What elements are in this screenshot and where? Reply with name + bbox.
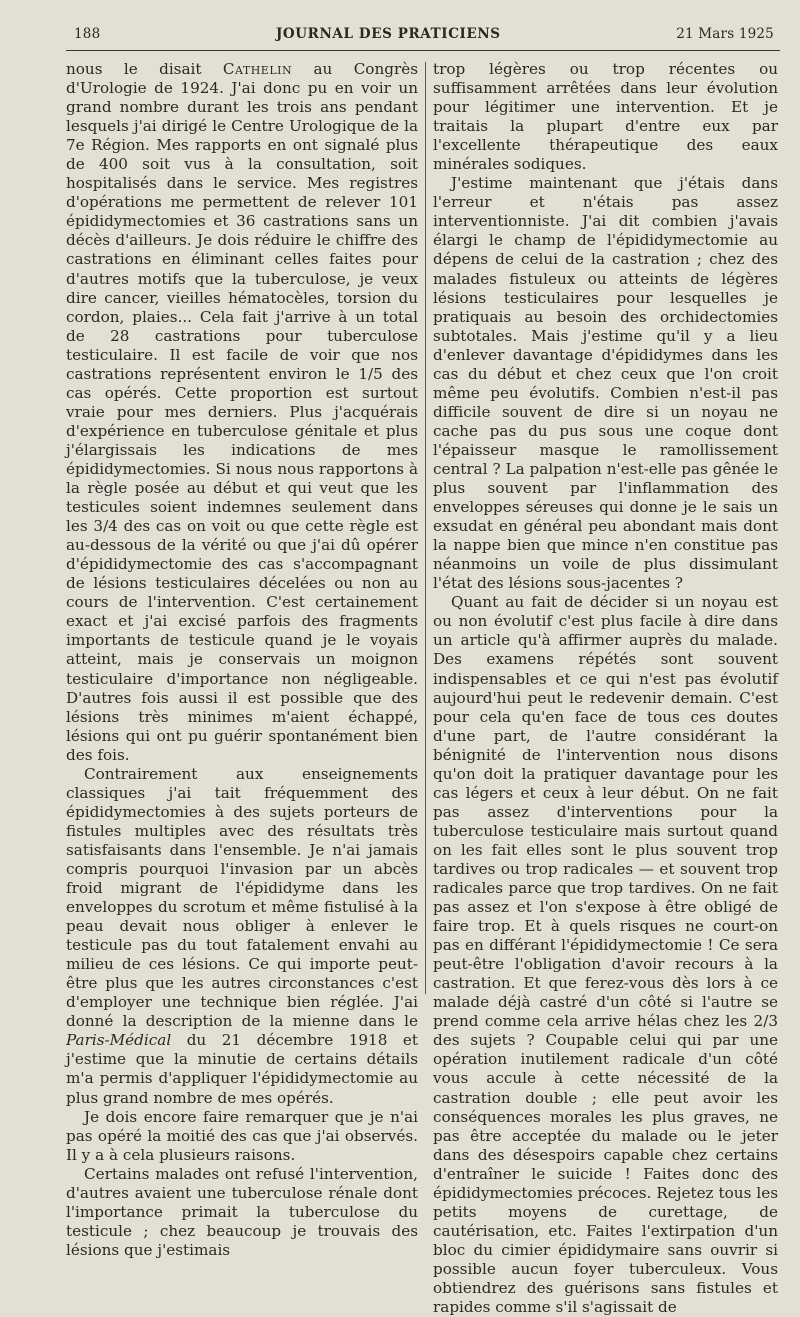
text-run: nous le disait	[66, 60, 223, 78]
text-run: du 21 décembre 1918 et j'estime que la minutie de certains détails m'a permis d'appliquer l'épididymectomie au plus grand nombre de mes opérés.	[66, 1031, 418, 1107]
author-name: Cathelin	[222, 60, 293, 78]
right-paragraph-1: trop légères ou trop récentes ou suffisamment arrêtées dans leur évolution pour légitimer une intervention. Et je traitais la plupart d'entre eux par l'excellente thérapeutique des eaux minérales sodiques.	[433, 60, 778, 174]
right-paragraph-2: J'estime maintenant que j'étais dans l'erreur et n'étais pas assez interventionniste. J'ai dit combien j'avais élargi le champ de l'épididymectomie au dépens de celui de la castration ; chez des malades fistuleux ou atteints de légères lésions testiculaires pour lesquelles je pratiquais au besoin des orchidectomies subtotales. Mais j'estime qu'il y a lieu d'enlever davantage d'épididymes dans les cas du début et chez ceux que l'on croit même peu évolutifs. Combien n'est-il pas difficile souvent de dire si un noyau ne cache pas du pus sous une coque dont l'épaisseur masque le ramollissement central ? La palpation n'est-elle pas gênée le plus souvent par l'inflammation des enveloppes séreuses qui donne je le sais un exsudat en général peu abondant mais dont la nappe bien que mince n'en constitue pas néanmoins un voile de plus dissimulant l'état des lésions sous-jacentes ?	[433, 174, 778, 593]
left-paragraph-3: Je dois encore faire remarquer que je n'ai pas opéré la moitié des cas que j'ai observés. Il y a à cela plusieurs raisons.	[66, 1107, 418, 1164]
right-column	[433, 60, 778, 1317]
journal-title: JOURNAL DES PRATICIENS	[275, 26, 501, 42]
left-paragraph-4: Certains malades ont refusé l'intervention, d'autres avaient une tuberculose rénale dont l'importance primait la tuberculose du testicule ; chez beaucoup je trouvais des lésions que j'estimais	[66, 1164, 418, 1259]
page-number: 188	[74, 26, 101, 42]
column-divider	[425, 62, 426, 994]
issue-date: 21 Mars 1925	[676, 26, 774, 42]
journal-reference: Paris-Médical	[66, 1031, 172, 1050]
page-header	[74, 26, 774, 48]
left-paragraph-2	[66, 765, 418, 1108]
left-paragraph-1	[66, 60, 418, 765]
text-run: Contrairement aux enseignements classiques j'ai tait fréquemment des épididymectomies à des sujets porteurs de fistules multiples avec des résultats très satisfaisants dans l'ensemble. Je n'ai jamais compris pourquoi l'invasion par un abcès froid migrant de l'épididyme dans les enveloppes du scrotum et même fistulisé à la peau devait nous obliger à enlever le testicule pas du tout fatalement envahi au milieu de ces lésions. Ce qui importe peut-être plus que les autres circonstances c'est d'employer une technique bien réglée. J'ai donné la description de la mienne dans le	[66, 764, 418, 1031]
header-rule	[66, 50, 780, 51]
left-column	[66, 60, 418, 1260]
right-paragraph-3: Quant au fait de décider si un noyau est ou non évolutif c'est plus facile à dire dans un article qu'à affirmer auprès du malade. Des examens répétés sont souvent indispensables et ce qui n'est pas évolutif aujourd'hui peut le redevenir demain. C'est pour cela qu'en face de tous ces doutes d'une part, de l'autre considérant la bénignité de l'intervention nous disons qu'on doit la pratiquer davantage pour les cas légers et ceux à leur début. On ne fait pas assez d'interventions pour la tuberculose testiculaire mais surtout quand on les fait elles sont le plus souvent trop tardives ou trop radicales — et souvent trop radicales parce que trop tardives. On ne fait pas assez et l'on s'expose à être obligé de faire trop. Et à quels risques ne court-on pas en différant l'épididymectomie ! Ce sera peut-être l'obligation d'avoir recours à la castration. Et que ferez-vous dès lors à ce malade déjà castré d'un côté si l'autre se prend comme cela arrive hélas chez les 2/3 des sujets ? Coupable celui qui par une opération inutilement radicale d'un côté vous accule à cette nécessité de la castration double ; elle peut avoir les conséquences morales les plus graves, ne pas être acceptée du malade ou le jeter dans des désespoirs capable chez certains d'entraîner le suicide ! Faites donc des épididymectomies précoces. Rejetez tous les petits moyens de curettage, de cautérisation, etc. Faites l'extirpation d'un bloc du cimier épididymaire sans ouvrir si possible aucun foyer tuberculeux. Vous obtiendrez des guérisons sans fistules et rapides comme s'il s'agissait de	[433, 593, 778, 1317]
text-run: au Congrès d'Urologie de 1924. J'ai donc pu en voir un grand nombre durant les trois ans pendant lesquels j'ai dirigé le Centre Urologique de la 7e Région. Mes rapports en ont signalé plus de 400 soit vus à la consultation, soit hospitalisés dans le service. Mes registres d'opérations me permettent de relever 101 épididymectomies et 36 castrations sans un décès d'ailleurs. Je dois réduire le chiffre des castrations en éliminant celles faites pour d'autres motifs que la tuberculose, je veux dire cancer, vieilles hématocèles, torsion du cordon, plaies... Cela fait j'arrive à un total de 28 castrations pour tuberculose testiculaire. Il est facile de voir que nos castrations représentent environ le 1/5 des cas opérés. Cette proportion est surtout vraie pour mes derniers. Plus j'acquérais d'expérience en tuberculose génitale et plus j'élargissais les indications de mes épididymectomies. Si nous nous rapportons à la règle posée au début et qui veut que les testicules soient indemnes seulement dans les 3/4 des cas on voit ou que cette règle est au-dessous de la vérité ou que j'ai dû opérer d'épididymectomie des cas s'accompagnant de lésions testiculaires décelées ou non au cours de l'intervention. C'est certainement exact et j'ai excisé parfois des fragments importants de testicule quand je le voyais atteint, mais je conservais un moignon testiculaire d'importance non négligeable. D'autres fois aussi il est possible que des lésions très minimes m'aient échappé, lésions qui ont pu guérir spontanément bien des fois.	[66, 60, 419, 764]
